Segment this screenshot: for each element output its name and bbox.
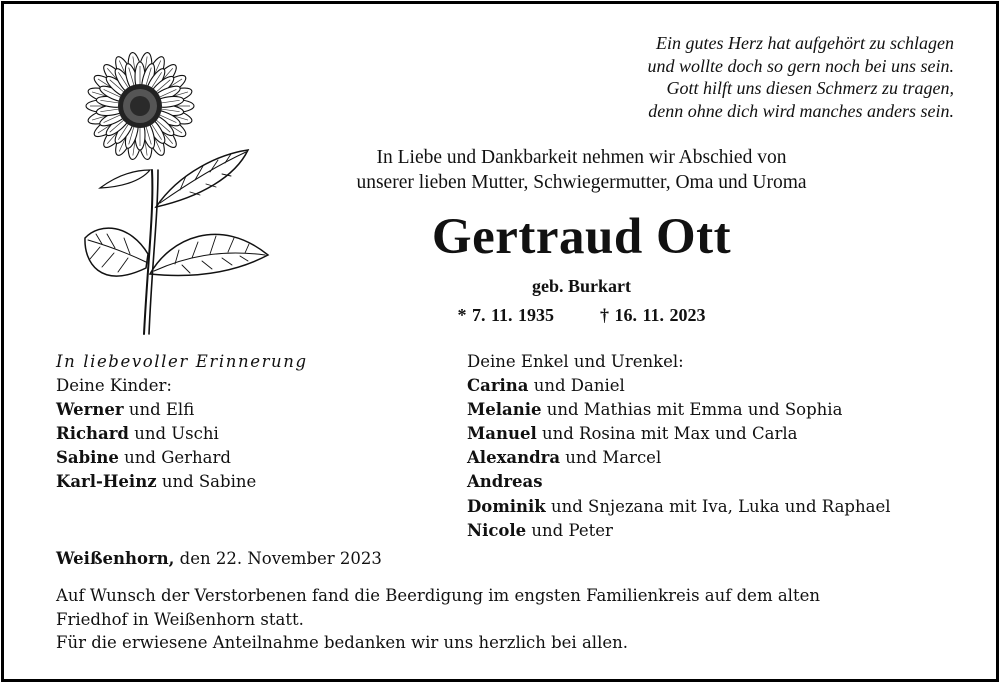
family-partner: und Snjezana mit Iva, Luka und Raphael bbox=[545, 496, 891, 516]
family-name: Karl-Heinz bbox=[56, 472, 157, 492]
list-item bbox=[467, 422, 891, 446]
list-item bbox=[467, 446, 891, 470]
poem bbox=[589, 32, 954, 122]
sunflower-icon bbox=[70, 42, 280, 337]
place-date-line bbox=[56, 547, 382, 571]
family-name: Richard bbox=[56, 424, 129, 444]
list-item bbox=[56, 398, 308, 422]
intro-text bbox=[274, 145, 889, 195]
family-partner: und Marcel bbox=[560, 448, 662, 468]
notice-line: Friedhof in Weißenhorn statt. bbox=[56, 609, 304, 629]
poem-line: denn ohne dich wird manches anders sein. bbox=[648, 100, 954, 121]
poem-line: Gott hilft uns diesen Schmerz zu tragen, bbox=[666, 78, 954, 98]
list-item bbox=[467, 374, 891, 398]
family-name: Werner bbox=[56, 400, 124, 420]
list-item bbox=[467, 495, 891, 519]
list-item bbox=[467, 519, 891, 543]
funeral-notice bbox=[56, 584, 956, 655]
family-partner: und Mathias mit Emma und Sophia bbox=[541, 400, 843, 420]
family-name: Nicole bbox=[467, 520, 527, 540]
list-item bbox=[56, 470, 308, 494]
death-date: † 16. 11. 2023 bbox=[600, 305, 706, 325]
list-item bbox=[467, 470, 891, 494]
list-item bbox=[56, 446, 308, 470]
deceased-name: Gertraud Ott bbox=[431, 209, 732, 265]
list-item bbox=[56, 422, 308, 446]
grandchildren-list bbox=[467, 350, 891, 543]
grandchildren-label: Deine Enkel und Urenkel: bbox=[467, 352, 684, 371]
poem-line: Ein gutes Herz hat aufgehört zu schlagen bbox=[656, 33, 954, 53]
intro-line: unserer lieben Mutter, Schwiegermutter, Oma und Uroma bbox=[356, 172, 807, 193]
family-name: Carina bbox=[467, 376, 529, 396]
notice-date: den 22. November 2023 bbox=[174, 549, 382, 568]
memory-heading: In liebevoller Erinnerung bbox=[56, 352, 308, 371]
family-partner: und Sabine bbox=[156, 472, 257, 492]
birth-date: * 7. 11. 1935 bbox=[457, 305, 554, 325]
life-dates bbox=[274, 303, 889, 327]
children-label: Deine Kinder: bbox=[56, 376, 172, 396]
family-name: Sabine bbox=[56, 448, 119, 468]
children-list bbox=[56, 350, 308, 495]
obituary-frame bbox=[1, 1, 999, 682]
family-name: Melanie bbox=[467, 400, 542, 420]
list-item bbox=[467, 398, 891, 422]
family-partner: und Elfi bbox=[123, 400, 195, 420]
family-name: Andreas bbox=[467, 472, 543, 492]
family-partner: und Daniel bbox=[528, 376, 625, 396]
notice-line: Auf Wunsch der Verstorbenen fand die Beerdigung im engsten Familienkreis auf dem alten bbox=[56, 586, 820, 605]
family-partner: und Rosina mit Max und Carla bbox=[536, 424, 798, 444]
family-partner: und Gerhard bbox=[118, 448, 231, 468]
family-name: Dominik bbox=[467, 496, 546, 516]
maiden-name: geb. Burkart bbox=[532, 276, 631, 296]
place-name: Weißenhorn, bbox=[56, 549, 175, 568]
notice-line: Für die erwiesene Anteilnahme bedanken wir uns herzlich bei allen. bbox=[56, 633, 628, 652]
family-name: Manuel bbox=[467, 424, 537, 444]
family-partner: und Uschi bbox=[128, 424, 219, 444]
intro-line: In Liebe und Dankbarkeit nehmen wir Abschied von bbox=[376, 147, 787, 168]
poem-line: und wollte doch so gern noch bei uns sein. bbox=[647, 55, 954, 76]
family-partner: und Peter bbox=[526, 520, 613, 540]
family-name: Alexandra bbox=[467, 448, 561, 468]
